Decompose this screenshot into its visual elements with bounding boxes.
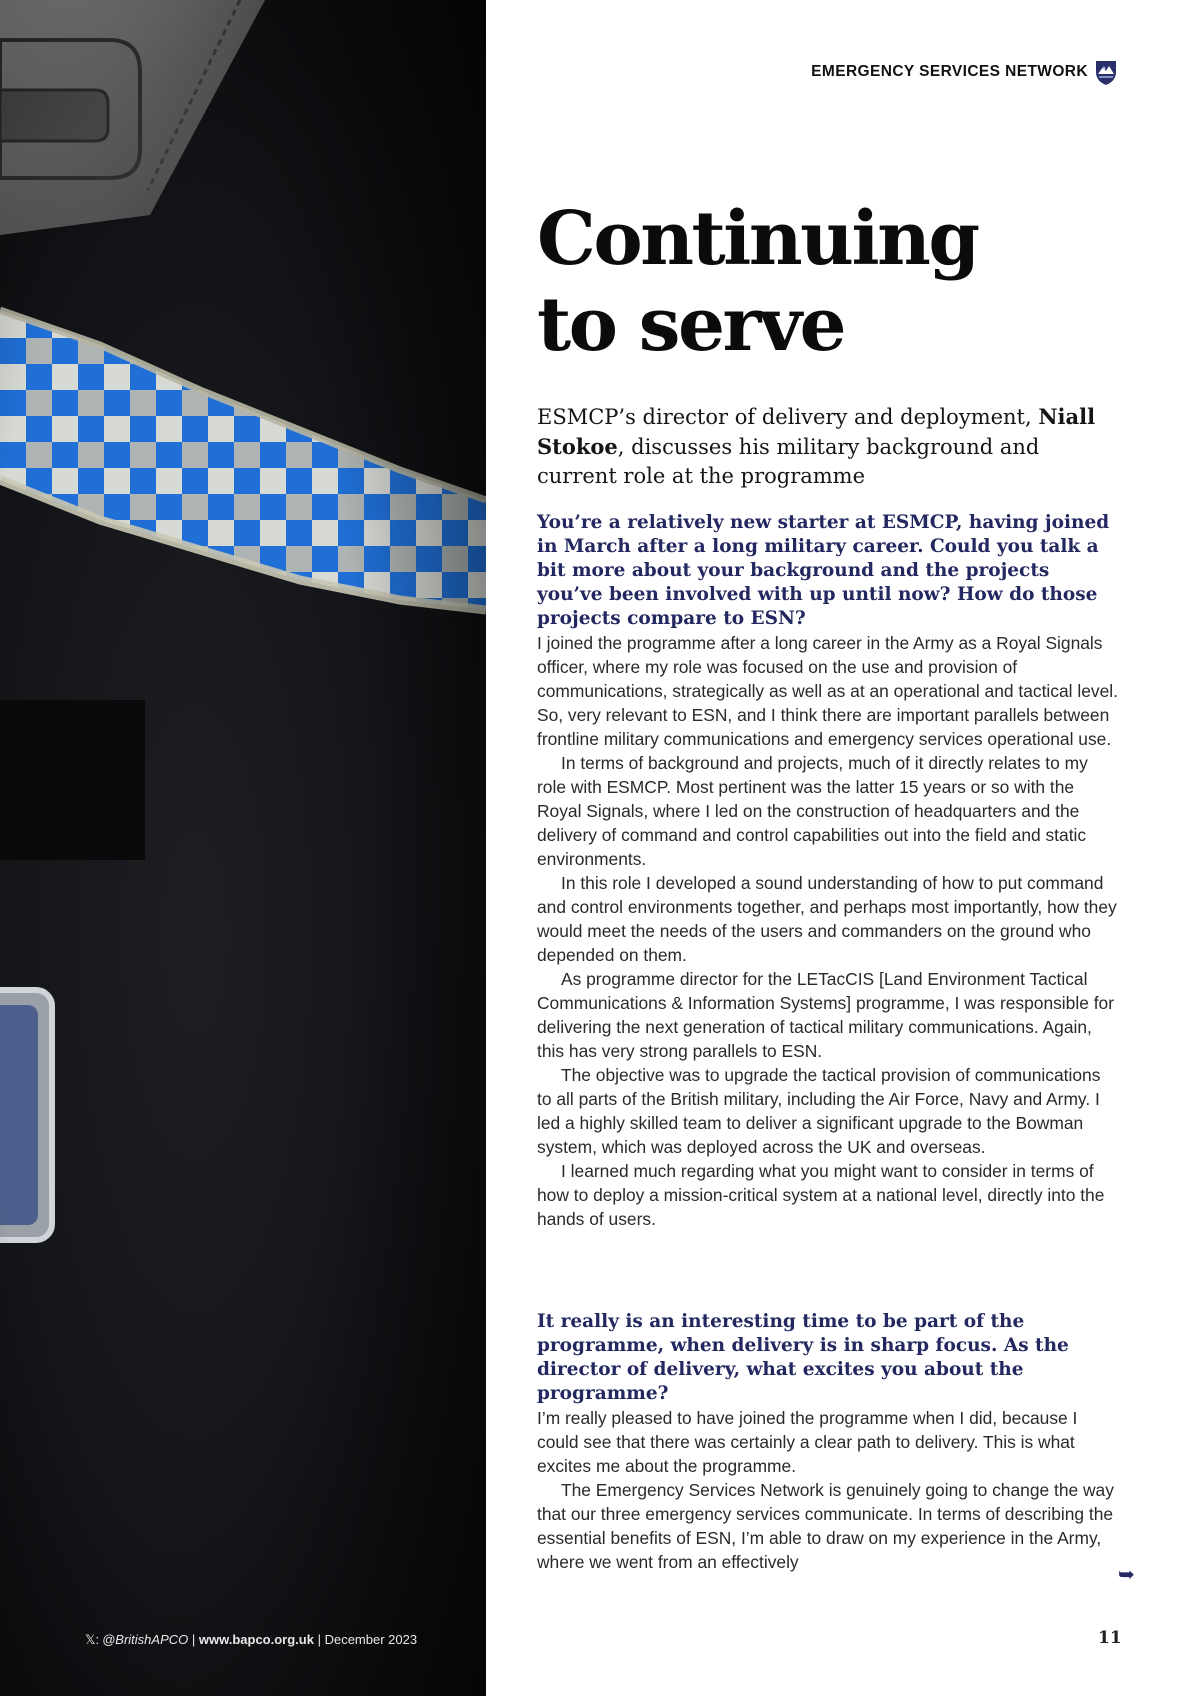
qa-block-1: [537, 511, 1119, 1231]
esn-crest-icon: [1094, 58, 1118, 86]
answer-paragraph: I learned much regarding what you might want to consider in terms of how to deploy a mission-critical system at a national level, directly into the hands of users.: [537, 1161, 1105, 1229]
footer-separator: |: [188, 1632, 199, 1647]
qa-block-2: [537, 1310, 1119, 1574]
headline-line-2: to serve: [537, 282, 845, 368]
interview-question: You’re a relatively new starter at ESMCP, having joined in March after a long military career. Could you talk a bit more about your background and the projects you’ve been involved with up until now? How do those projects compare to ESN?: [537, 512, 1110, 629]
continue-arrow-icon: ➥: [1118, 1564, 1135, 1586]
interview-answer: [537, 1406, 1119, 1574]
footer-separator: |: [313, 1632, 325, 1647]
answer-paragraph: As programme director for the LETacCIS [Land Environment Tactical Communications & Information Systems] programme, I was responsible for delivering the next generation of tactical military communications. Again, this has very strong parallels to ESN.: [537, 969, 1115, 1061]
x-logo-icon: 𝕏:: [85, 1632, 100, 1647]
answer-paragraph: In this role I developed a sound understanding of how to put command and control environments together, and perhaps most importantly, how they would meet the needs of the users and commanders on the ground who depended on them.: [537, 873, 1117, 965]
standfirst-text: , discusses his military background and current role at the programme: [537, 435, 1040, 488]
answer-paragraph: I’m really pleased to have joined the programme when I did, because I could see that there was certainly a clear path to delivery. This is what excites me about the programme.: [537, 1408, 1078, 1476]
answer-paragraph: The objective was to upgrade the tactical provision of communications to all parts of the British military, including the Air Force, Navy and Army. I led a highly skilled team to deliver a significant upgrade to the Bowman system, which was deployed across the UK and overseas.: [537, 1065, 1101, 1157]
interviewee-name: Niall Stokoe: [537, 404, 1096, 459]
answer-paragraph: I joined the programme after a long career in the Army as a Royal Signals officer, where my role was focused on the use and provision of communications, strategically as well as at an operational and tactical level. So, very relevant to ESN, and I think there are important parallels between frontline military communications and emergency services operational use.: [537, 633, 1118, 749]
publication-section-title: EMERGENCY SERVICES NETWORK: [811, 63, 1088, 80]
headline-line-1: Continuing: [537, 196, 978, 282]
twitter-handle[interactable]: @BritishAPCO: [102, 1632, 189, 1647]
headline: [537, 196, 1119, 368]
uniform-photo-illustration: [0, 0, 486, 1696]
issue-date: December 2023: [324, 1632, 418, 1647]
website-link[interactable]: www.bapco.org.uk: [198, 1632, 314, 1647]
standfirst: [537, 402, 1097, 491]
footer-credits: [85, 1632, 417, 1648]
uniform-photo: [0, 0, 486, 1696]
answer-paragraph: The Emergency Services Network is genuinely going to change the way that our three emergency services communicate. In terms of describing the essential benefits of ESN, I’m able to draw on my experience in the Army, where we went from an effectively: [537, 1480, 1114, 1572]
interview-question: It really is an interesting time to be part of the programme, when delivery is in sharp focus. As the director of delivery, what excites you about the programme?: [537, 1311, 1069, 1404]
page-number: 11: [1098, 1628, 1122, 1648]
answer-paragraph: In terms of background and projects, much of it directly relates to my role with ESMCP. Most pertinent was the latter 15 years or so with the Royal Signals, where I led on the construction of headquarters and the delivery of command and control capabilities out into the field and static environments.: [537, 753, 1088, 869]
interview-answer: [537, 631, 1119, 1231]
standfirst-text: ESMCP’s director of delivery and deployment,: [537, 405, 1039, 429]
running-header: [811, 58, 1118, 86]
